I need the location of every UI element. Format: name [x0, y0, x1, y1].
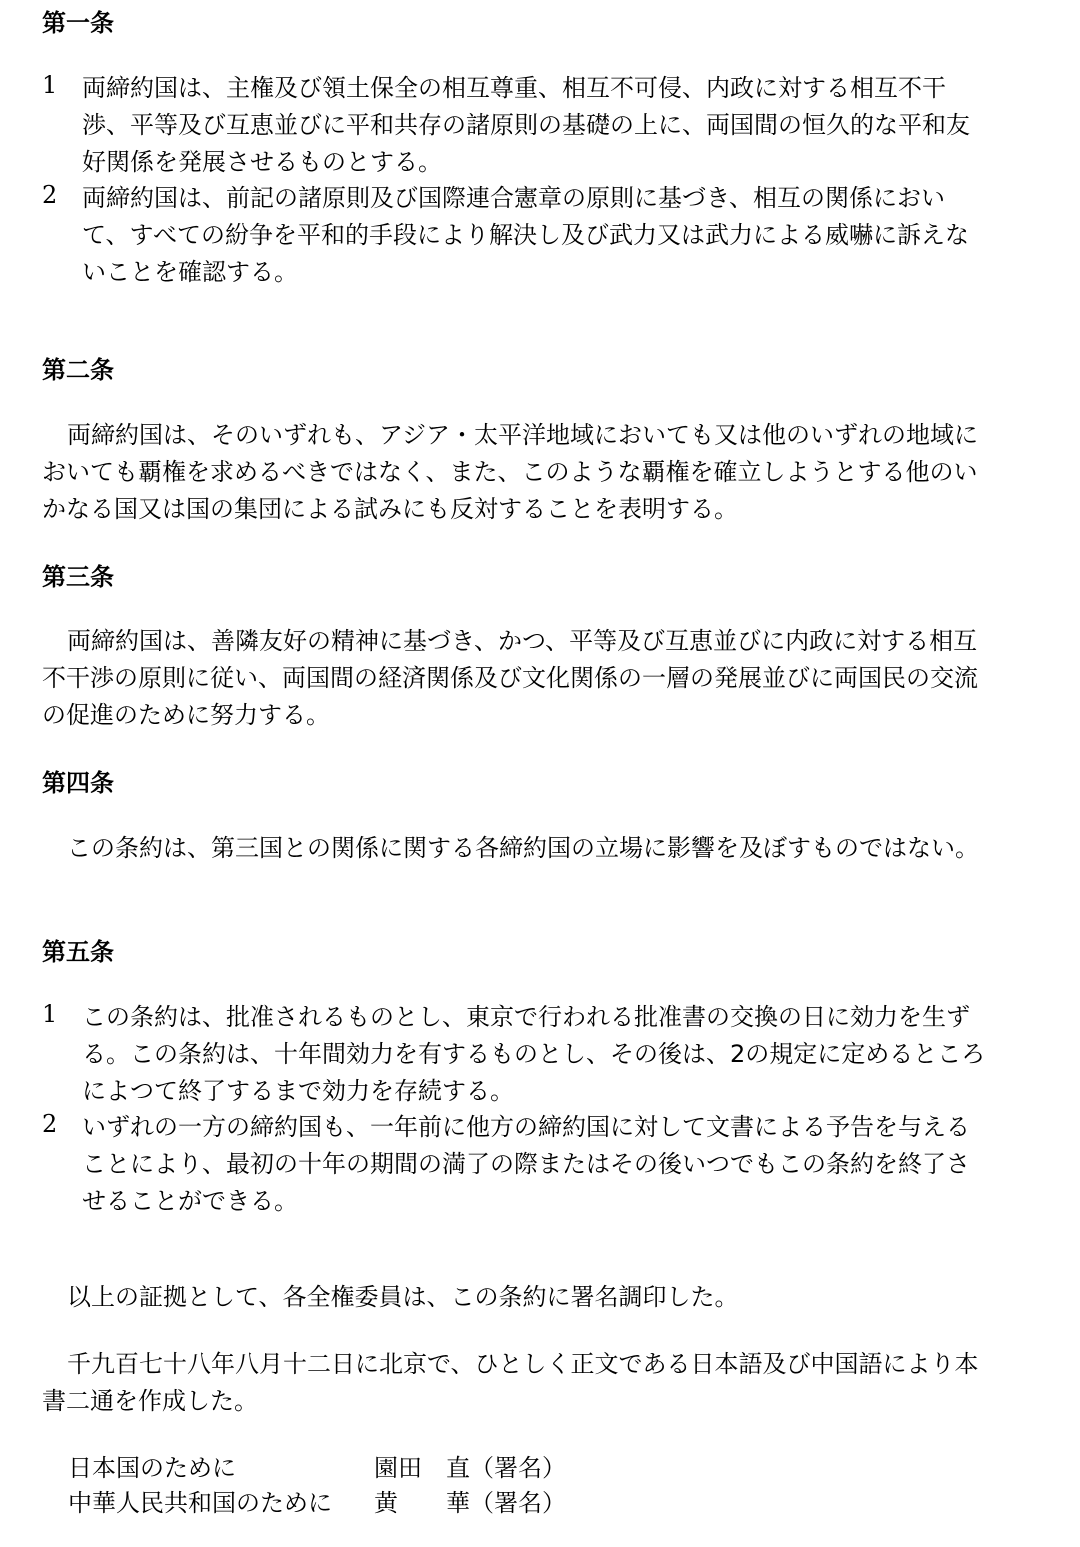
witness-clause: 以上の証拠として、各全権委員は、この条約に署名調印した。	[67, 1283, 739, 1311]
signatory-name: 園田 直（署名）	[374, 1454, 566, 1482]
article-3-text: 両締約国は、善隣友好の精神に基づき、かつ、平等及び互恵並びに内政に対する相互不干渉の原則に従い、両国間の経済関係及び文化関係の一層の発展並びに両国民の交流の促進のために努力する。	[42, 627, 978, 729]
item-text: 両締約国は、主権及び領土保全の相互尊重、相互不可侵、内政に対する相互不干渉、平等及び互恵並びに平和共存の諸原則の基礎の上に、両国間の恒久的な平和友好関係を発展させるものとする。	[82, 74, 970, 176]
signatory-party: 日本国のために	[68, 1454, 236, 1482]
article-2-heading: 第二条	[42, 356, 114, 384]
item-text: いずれの一方の締約国も、一年前に他方の締約国に対して文書による予告を与えることにより、最初の十年の期間の満了の際またはその後いつでもこの条約を終了させることができる。	[82, 1113, 970, 1215]
signatory-name: 黄 華（署名）	[374, 1489, 566, 1517]
signatory-party: 中華人民共和国のために	[68, 1489, 332, 1517]
article-5-heading: 第五条	[42, 938, 114, 966]
article-1-heading: 第一条	[42, 9, 114, 37]
item-number: 1	[42, 71, 58, 99]
article-4-heading: 第四条	[42, 769, 114, 797]
done-at-clause: 千九百七十八年八月十二日に北京で、ひとしく正文である日本語及び中国語により本書二通を作成した。	[42, 1350, 979, 1415]
article-4-text: この条約は、第三国との関係に関する各締約国の立場に影響を及ぼすものではない。	[67, 834, 979, 862]
item-number: 2	[42, 181, 58, 209]
article-2-text: 両締約国は、そのいずれも、アジア・太平洋地域においても又は他のいずれの地域においても覇権を求めるべきではなく、また、このような覇権を確立しようとする他のいかなる国又は国の集団による試みにも反対することを表明する。	[42, 421, 979, 523]
item-text: この条約は、批准されるものとし、東京で行われる批准書の交換の日に効力を生ずる。この条約は、十年間効力を有するものとし、その後は、2の規定に定めるところによつて終了するまで効力を存続する。	[82, 1003, 986, 1105]
item-number: 1	[42, 1000, 58, 1028]
item-text: 両締約国は、前記の諸原則及び国際連合憲章の原則に基づき、相互の関係において、すべての紛争を平和的手段により解決し及び武力又は武力による威嚇に訴えないことを確認する。	[82, 184, 970, 286]
article-3-heading: 第三条	[42, 563, 114, 591]
item-number: 2	[42, 1110, 58, 1138]
